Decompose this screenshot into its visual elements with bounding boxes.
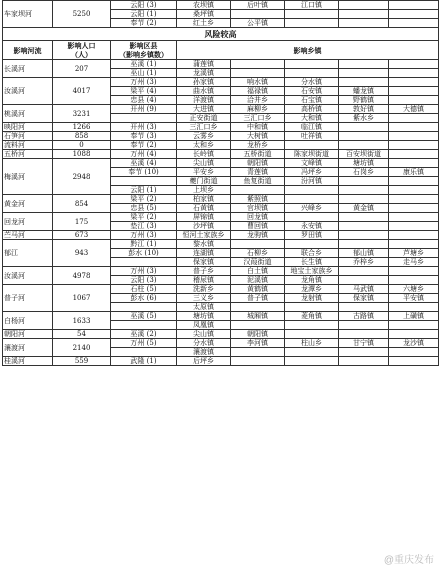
table-row bbox=[3, 78, 439, 87]
town-cell bbox=[389, 267, 439, 276]
town-cell: 响水镇 bbox=[231, 78, 285, 87]
town-cell: 农坝镇 bbox=[177, 1, 231, 10]
town-cell bbox=[231, 357, 285, 366]
town-cell bbox=[231, 69, 285, 78]
town-cell bbox=[339, 1, 389, 10]
town-cell: 麻柳乡 bbox=[231, 105, 285, 114]
town-cell bbox=[389, 213, 439, 222]
town-cell: 永安镇 bbox=[285, 222, 339, 231]
town-cell: 文峰镇 bbox=[285, 159, 339, 168]
town-cell bbox=[231, 303, 285, 312]
town-cell: 保家镇 bbox=[177, 258, 231, 267]
town-cell bbox=[389, 330, 439, 339]
town-cell bbox=[339, 321, 389, 330]
town-cell bbox=[339, 186, 389, 195]
town-cell: 乔梓乡 bbox=[339, 258, 389, 267]
town-cell bbox=[389, 240, 439, 249]
population-value: 1088 bbox=[53, 150, 111, 159]
county-cell bbox=[111, 177, 177, 186]
header-row bbox=[3, 41, 439, 60]
town-cell: 龙潭乡 bbox=[285, 285, 339, 294]
town-cell: 龙射镇 bbox=[285, 294, 339, 303]
town-cell bbox=[389, 222, 439, 231]
county-cell: 梁平 (2) bbox=[111, 213, 177, 222]
town-cell bbox=[285, 357, 339, 366]
river-name: 车家坝河 bbox=[3, 1, 53, 28]
town-cell: 大和镇 bbox=[285, 114, 339, 123]
town-cell: 孙家镇 bbox=[177, 78, 231, 87]
table-row bbox=[3, 240, 439, 249]
town-cell bbox=[389, 159, 439, 168]
town-cell bbox=[339, 195, 389, 204]
town-cell bbox=[389, 186, 439, 195]
town-cell: 太原镇 bbox=[177, 303, 231, 312]
town-cell: 福禄镇 bbox=[231, 87, 285, 96]
town-cell: 三汇口乡 bbox=[231, 114, 285, 123]
town-cell: 连湖镇 bbox=[177, 249, 231, 258]
town-cell: 后叶镇 bbox=[231, 1, 285, 10]
river-name: 回龙河 bbox=[3, 213, 53, 231]
river-name: 石笋河 bbox=[3, 132, 53, 141]
town-cell: 石黄镇 bbox=[177, 204, 231, 213]
county-cell: 云阳 (3) bbox=[111, 1, 177, 10]
town-cell bbox=[389, 19, 439, 28]
town-cell: 白土镇 bbox=[231, 267, 285, 276]
town-cell: 汾河镇 bbox=[285, 177, 339, 186]
town-cell: 罗田镇 bbox=[285, 231, 339, 240]
county-cell: 巫溪 (4) bbox=[111, 159, 177, 168]
table-row bbox=[3, 105, 439, 114]
town-cell: 正安街道 bbox=[177, 114, 231, 123]
population-value: 207 bbox=[53, 60, 111, 78]
population-value: 1633 bbox=[53, 312, 111, 330]
county-cell bbox=[111, 258, 177, 267]
town-cell: 长生镇 bbox=[285, 258, 339, 267]
town-cell bbox=[339, 303, 389, 312]
county-cell: 巫溪 (1) bbox=[111, 60, 177, 69]
table-row bbox=[3, 231, 439, 240]
town-cell: 洋渡镇 bbox=[177, 96, 231, 105]
population-value: 5250 bbox=[53, 1, 111, 28]
river-name: 汝溪河 bbox=[3, 267, 53, 285]
town-cell: 桑坪镇 bbox=[177, 10, 231, 19]
town-cell bbox=[285, 141, 339, 150]
county-cell: 奉节 (2) bbox=[111, 19, 177, 28]
county-cell bbox=[111, 303, 177, 312]
town-cell: 长岭镇 bbox=[177, 150, 231, 159]
table-row bbox=[3, 339, 439, 348]
town-cell: 紫水乡 bbox=[339, 114, 389, 123]
town-cell: 朝阳镇 bbox=[231, 330, 285, 339]
town-cell: 石宝镇 bbox=[285, 96, 339, 105]
section-row bbox=[3, 28, 439, 41]
town-cell: 三义乡 bbox=[177, 294, 231, 303]
town-cell bbox=[231, 60, 285, 69]
town-cell bbox=[339, 357, 389, 366]
town-cell: 高桥镇 bbox=[285, 105, 339, 114]
town-cell: 六塘乡 bbox=[389, 285, 439, 294]
town-cell: 地宝土家族乡 bbox=[285, 267, 339, 276]
town-cell: 普子乡 bbox=[177, 267, 231, 276]
river-name: 苎马河 bbox=[3, 231, 53, 240]
river-name: 黄金河 bbox=[3, 195, 53, 213]
table-row bbox=[3, 213, 439, 222]
town-cell: 后坪乡 bbox=[177, 357, 231, 366]
town-cell bbox=[389, 96, 439, 105]
table-row bbox=[3, 159, 439, 168]
town-cell: 尖山镇 bbox=[177, 330, 231, 339]
town-cell: 芦塘乡 bbox=[389, 249, 439, 258]
town-cell bbox=[285, 69, 339, 78]
town-cell bbox=[339, 177, 389, 186]
town-cell: 江口镇 bbox=[285, 1, 339, 10]
table-row bbox=[3, 285, 439, 294]
town-cell: 恒河土家族乡 bbox=[177, 231, 231, 240]
town-cell: 云雾乡 bbox=[177, 132, 231, 141]
town-cell: 上磺镇 bbox=[389, 312, 439, 321]
table-row bbox=[3, 267, 439, 276]
table-row bbox=[3, 1, 439, 10]
town-cell: 李河镇 bbox=[231, 339, 285, 348]
town-cell: 大进镇 bbox=[177, 105, 231, 114]
river-name: 流料河 bbox=[3, 141, 53, 150]
town-cell bbox=[389, 195, 439, 204]
town-cell bbox=[389, 276, 439, 285]
river-name: 映阳河 bbox=[3, 123, 53, 132]
town-cell bbox=[389, 114, 439, 123]
river-name: 朝阳河 bbox=[3, 330, 53, 339]
town-cell: 鱼复街道 bbox=[231, 177, 285, 186]
town-cell: 洽井乡 bbox=[231, 96, 285, 105]
county-cell: 云阳 (1) bbox=[111, 10, 177, 19]
town-cell bbox=[231, 10, 285, 19]
town-cell: 石柳乡 bbox=[231, 249, 285, 258]
table-row bbox=[3, 330, 439, 339]
town-cell bbox=[339, 132, 389, 141]
population-value: 1266 bbox=[53, 123, 111, 132]
population-value: 4978 bbox=[53, 267, 111, 285]
river-name: 五桥河 bbox=[3, 150, 53, 159]
town-cell: 曹回镇 bbox=[231, 222, 285, 231]
river-name: 普子河 bbox=[3, 285, 53, 312]
county-cell: 忠县 (4) bbox=[111, 96, 177, 105]
town-cell: 吐祥镇 bbox=[285, 132, 339, 141]
town-cell: 蒲莲镇 bbox=[177, 60, 231, 69]
county-cell: 万州 (3) bbox=[111, 267, 177, 276]
town-cell: 保家镇 bbox=[339, 294, 389, 303]
town-cell bbox=[285, 186, 339, 195]
town-cell: 塘坊镇 bbox=[339, 159, 389, 168]
population-value: 559 bbox=[53, 357, 111, 366]
population-value: 854 bbox=[53, 195, 111, 213]
town-cell: 上坝乡 bbox=[177, 186, 231, 195]
town-cell bbox=[339, 123, 389, 132]
population-value: 858 bbox=[53, 132, 111, 141]
town-cell: 菱角镇 bbox=[285, 312, 339, 321]
town-cell bbox=[389, 357, 439, 366]
header-towns: 影响乡镇 bbox=[177, 41, 439, 60]
town-cell bbox=[339, 231, 389, 240]
town-cell: 蟠龙镇 bbox=[339, 87, 389, 96]
risk-table bbox=[2, 0, 439, 366]
town-cell: 敦好镇 bbox=[339, 105, 389, 114]
town-cell bbox=[285, 321, 339, 330]
town-cell bbox=[389, 303, 439, 312]
town-cell bbox=[231, 321, 285, 330]
town-cell: 甘宁镇 bbox=[339, 339, 389, 348]
town-cell: 凤凰镇 bbox=[177, 321, 231, 330]
town-cell: 泥溪镇 bbox=[231, 276, 285, 285]
town-cell: 临江镇 bbox=[285, 123, 339, 132]
town-cell: 塘坊镇 bbox=[177, 312, 231, 321]
population-value: 673 bbox=[53, 231, 111, 240]
county-cell: 万州 (3) bbox=[111, 78, 177, 87]
town-cell: 康乐镇 bbox=[389, 168, 439, 177]
town-cell: 尖山镇 bbox=[177, 159, 231, 168]
town-cell bbox=[339, 60, 389, 69]
county-cell: 武隆 (1) bbox=[111, 357, 177, 366]
town-cell: 朝阳镇 bbox=[231, 159, 285, 168]
town-cell: 柏家镇 bbox=[177, 195, 231, 204]
county-cell: 石柱 (5) bbox=[111, 285, 177, 294]
town-cell: 太和乡 bbox=[177, 141, 231, 150]
town-cell bbox=[389, 321, 439, 330]
county-cell: 万州 (3) bbox=[111, 231, 177, 240]
table-row bbox=[3, 150, 439, 159]
header-population: 影响人口 （人） bbox=[53, 41, 111, 60]
town-cell bbox=[339, 213, 389, 222]
table-row bbox=[3, 312, 439, 321]
town-cell: 回龙镇 bbox=[231, 213, 285, 222]
county-cell: 巫山 (1) bbox=[111, 69, 177, 78]
town-cell: 龙角镇 bbox=[285, 276, 339, 285]
town-cell: 龙沙镇 bbox=[389, 339, 439, 348]
town-cell: 瀼渡镇 bbox=[177, 348, 231, 357]
town-cell: 黎水镇 bbox=[177, 240, 231, 249]
town-cell bbox=[285, 240, 339, 249]
county-cell: 垫江 (3) bbox=[111, 222, 177, 231]
town-cell: 大树镇 bbox=[231, 132, 285, 141]
town-cell bbox=[339, 267, 389, 276]
town-cell bbox=[389, 132, 439, 141]
town-cell: 红土乡 bbox=[177, 19, 231, 28]
town-cell: 陈家坝街道 bbox=[285, 150, 339, 159]
town-cell: 走马乡 bbox=[389, 258, 439, 267]
town-cell bbox=[285, 10, 339, 19]
town-cell bbox=[389, 87, 439, 96]
header-river: 影响河流 bbox=[3, 41, 53, 60]
table-body bbox=[3, 1, 439, 366]
town-cell bbox=[285, 303, 339, 312]
county-cell: 奉节 (3) bbox=[111, 132, 177, 141]
county-cell: 梁平 (4) bbox=[111, 87, 177, 96]
population-value: 175 bbox=[53, 213, 111, 231]
table-row bbox=[3, 132, 439, 141]
population-value: 3231 bbox=[53, 105, 111, 123]
county-cell: 万州 (4) bbox=[111, 150, 177, 159]
town-cell bbox=[339, 222, 389, 231]
town-cell bbox=[339, 10, 389, 19]
county-cell: 云阳 (1) bbox=[111, 186, 177, 195]
river-name: 桂溪河 bbox=[3, 357, 53, 366]
town-cell: 冯坪乡 bbox=[285, 168, 339, 177]
town-cell: 平安镇 bbox=[389, 294, 439, 303]
town-cell bbox=[389, 78, 439, 87]
town-cell: 公平镇 bbox=[231, 19, 285, 28]
population-value: 4017 bbox=[53, 78, 111, 105]
town-cell bbox=[339, 69, 389, 78]
town-cell: 分水镇 bbox=[177, 339, 231, 348]
town-cell: 柱山乡 bbox=[285, 339, 339, 348]
town-cell bbox=[389, 10, 439, 19]
town-cell: 大德镇 bbox=[389, 105, 439, 114]
town-cell bbox=[339, 78, 389, 87]
county-cell: 彭水 (10) bbox=[111, 249, 177, 258]
town-cell bbox=[285, 19, 339, 28]
town-cell: 郁山镇 bbox=[339, 249, 389, 258]
town-cell bbox=[389, 204, 439, 213]
river-name: 梅溪河 bbox=[3, 159, 53, 195]
river-name: 长溪河 bbox=[3, 60, 53, 78]
town-cell bbox=[285, 213, 339, 222]
county-cell: 开州 (3) bbox=[111, 123, 177, 132]
county-cell: 巫溪 (2) bbox=[111, 330, 177, 339]
town-cell: 野鹤镇 bbox=[339, 96, 389, 105]
town-cell: 城厢镇 bbox=[231, 312, 285, 321]
county-cell: 奉节 (10) bbox=[111, 168, 177, 177]
county-cell: 忠县 (5) bbox=[111, 204, 177, 213]
population-value: 54 bbox=[53, 330, 111, 339]
header-counties: 影响区县 （影响乡镇数） bbox=[111, 41, 177, 60]
town-cell bbox=[389, 69, 439, 78]
town-cell bbox=[339, 330, 389, 339]
population-value: 1067 bbox=[53, 285, 111, 312]
town-cell: 汉葭街道 bbox=[231, 258, 285, 267]
town-cell: 兴峰乡 bbox=[285, 204, 339, 213]
table-row bbox=[3, 60, 439, 69]
town-cell bbox=[389, 123, 439, 132]
town-cell bbox=[389, 1, 439, 10]
town-cell bbox=[339, 141, 389, 150]
town-cell: 分水镇 bbox=[285, 78, 339, 87]
town-cell: 洗新乡 bbox=[177, 285, 231, 294]
river-name: 郁江 bbox=[3, 240, 53, 267]
county-cell: 开州 (9) bbox=[111, 105, 177, 114]
town-cell: 夔门街道 bbox=[177, 177, 231, 186]
town-cell: 曲水镇 bbox=[177, 87, 231, 96]
watermark: @重庆发布 bbox=[383, 555, 434, 566]
town-cell: 沙坪镇 bbox=[177, 222, 231, 231]
town-cell bbox=[339, 348, 389, 357]
county-cell: 巫溪 (5) bbox=[111, 312, 177, 321]
table-row bbox=[3, 195, 439, 204]
river-name: 汝溪河 bbox=[3, 78, 53, 105]
town-cell: 普子镇 bbox=[231, 294, 285, 303]
town-cell bbox=[389, 141, 439, 150]
town-cell bbox=[231, 186, 285, 195]
town-cell: 马武镇 bbox=[339, 285, 389, 294]
town-cell: 中和镇 bbox=[231, 123, 285, 132]
county-cell: 云阳 (3) bbox=[111, 276, 177, 285]
town-cell: 龙驹镇 bbox=[231, 231, 285, 240]
town-cell: 平安乡 bbox=[177, 168, 231, 177]
town-cell: 石安镇 bbox=[285, 87, 339, 96]
town-cell: 百安坝街道 bbox=[339, 150, 389, 159]
town-cell bbox=[339, 240, 389, 249]
town-cell: 联合乡 bbox=[285, 249, 339, 258]
town-cell bbox=[285, 348, 339, 357]
town-cell bbox=[339, 19, 389, 28]
county-cell: 奉节 (2) bbox=[111, 141, 177, 150]
river-name: 桃溪河 bbox=[3, 105, 53, 123]
town-cell bbox=[389, 231, 439, 240]
town-cell bbox=[231, 240, 285, 249]
town-cell: 三汇口乡 bbox=[177, 123, 231, 132]
county-cell: 梁平 (2) bbox=[111, 195, 177, 204]
town-cell: 五桥街道 bbox=[231, 150, 285, 159]
town-cell: 紫照镇 bbox=[231, 195, 285, 204]
river-name: 瀼渡河 bbox=[3, 339, 53, 357]
town-cell: 屏锦镇 bbox=[177, 213, 231, 222]
town-cell bbox=[339, 276, 389, 285]
table-row bbox=[3, 123, 439, 132]
town-cell: 黄鹤镇 bbox=[231, 285, 285, 294]
town-cell bbox=[389, 60, 439, 69]
town-cell: 古路镇 bbox=[339, 312, 389, 321]
county-cell: 彭水 (6) bbox=[111, 294, 177, 303]
population-value: 943 bbox=[53, 240, 111, 267]
town-cell bbox=[285, 195, 339, 204]
county-cell bbox=[111, 321, 177, 330]
county-cell: 万州 (5) bbox=[111, 339, 177, 348]
county-cell: 黔江 (1) bbox=[111, 240, 177, 249]
county-cell bbox=[111, 348, 177, 357]
town-cell bbox=[231, 348, 285, 357]
town-cell bbox=[389, 177, 439, 186]
section-title: 风险较高 bbox=[3, 28, 439, 41]
town-cell: 青莲镇 bbox=[231, 168, 285, 177]
town-cell bbox=[285, 330, 339, 339]
town-cell: 稽尿镇 bbox=[177, 276, 231, 285]
town-cell: 黄金镇 bbox=[339, 204, 389, 213]
town-cell bbox=[285, 60, 339, 69]
population-value: 0 bbox=[53, 141, 111, 150]
population-value: 2140 bbox=[53, 339, 111, 357]
town-cell: 龙溪镇 bbox=[177, 69, 231, 78]
town-cell: 石岗乡 bbox=[339, 168, 389, 177]
county-cell bbox=[111, 114, 177, 123]
town-cell: 官坝镇 bbox=[231, 204, 285, 213]
town-cell bbox=[389, 348, 439, 357]
river-name: 白杨河 bbox=[3, 312, 53, 330]
town-cell: 龙桥乡 bbox=[231, 141, 285, 150]
town-cell bbox=[389, 150, 439, 159]
table-row bbox=[3, 357, 439, 366]
population-value: 2948 bbox=[53, 159, 111, 195]
table-row bbox=[3, 141, 439, 150]
